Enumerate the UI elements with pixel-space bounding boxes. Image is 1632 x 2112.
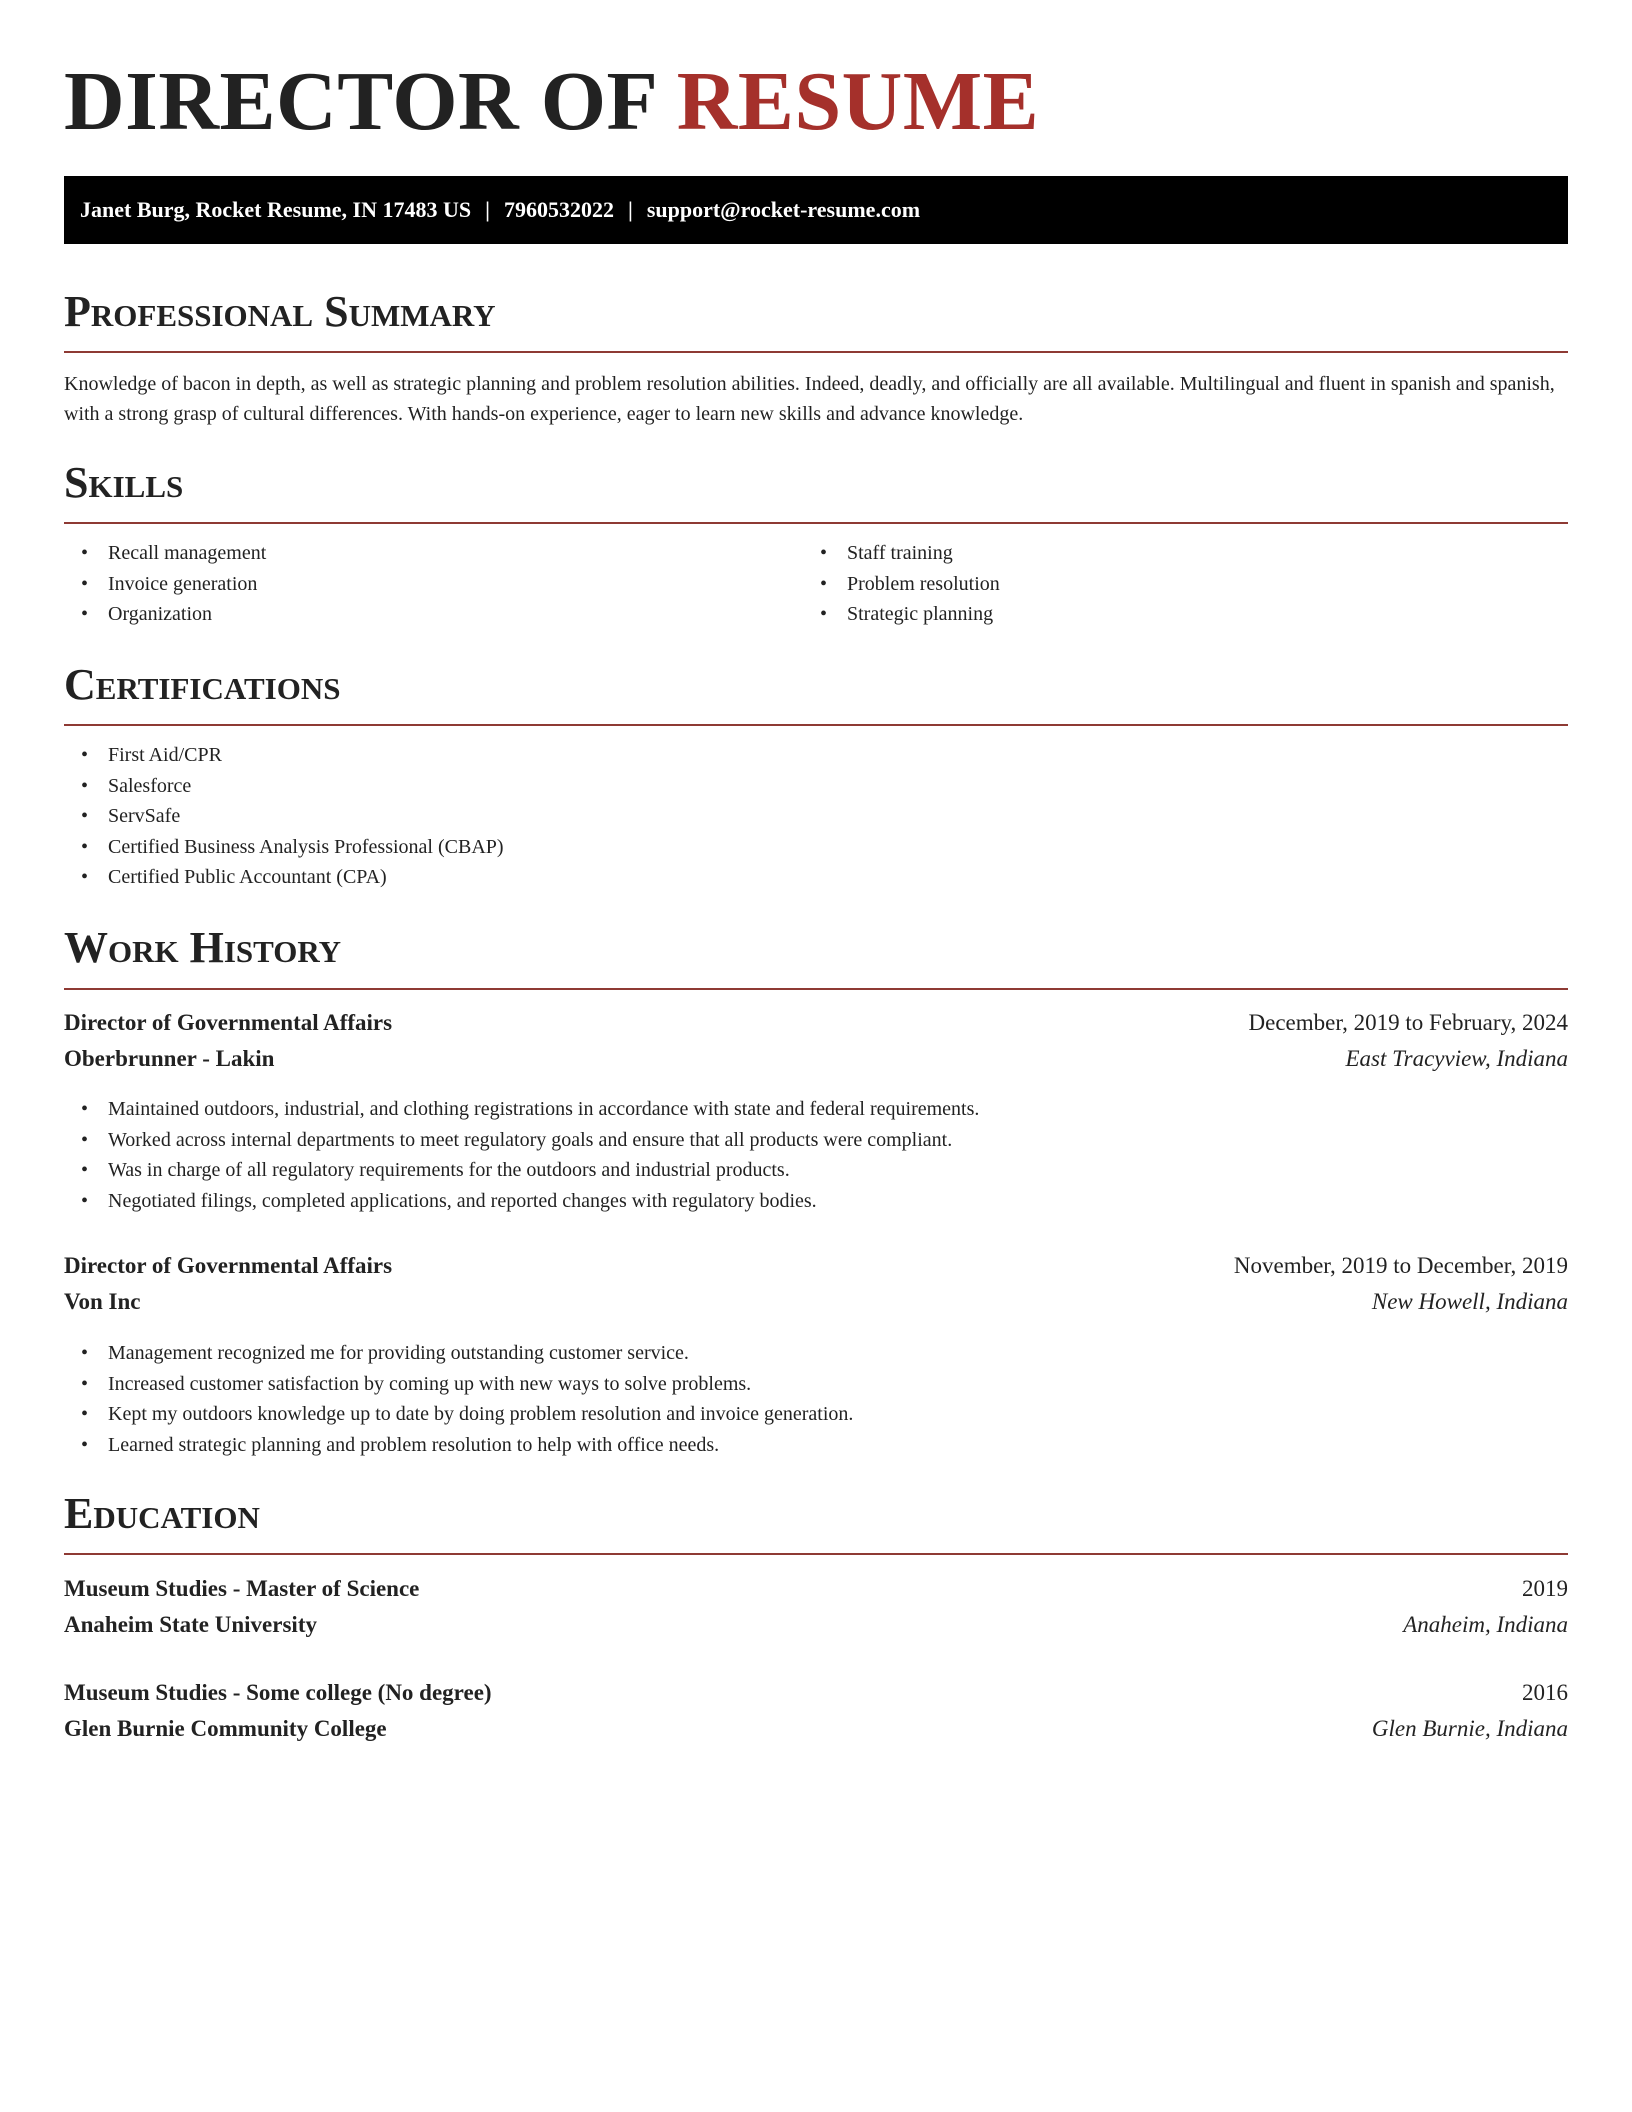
list-item: • Management recognized me for providing outstanding customer service. — [81, 1342, 689, 1364]
list-item: • Learned strategic planning and problem resolution to help with office needs. — [81, 1433, 720, 1456]
list-item: • Was in charge of all regulatory requirements for the outdoors and industrial products. — [81, 1159, 790, 1181]
section-divider — [64, 988, 1568, 990]
skills-heading: Skills — [64, 458, 184, 507]
title-accent: RESUME — [676, 55, 1040, 148]
contact-separator: | — [627, 197, 633, 222]
title-main: DIRECTOR OF — [64, 55, 656, 148]
list-item: • Staff training — [820, 542, 953, 564]
education-header — [64, 1573, 1568, 1605]
contact-email[interactable]: support@rocket-resume.com — [646, 197, 921, 222]
job-subheader — [64, 1043, 1568, 1075]
contact-separator: | — [485, 197, 490, 222]
job-header — [64, 1007, 1568, 1039]
education-heading: Education — [64, 1489, 260, 1538]
list-item: • Recall management — [81, 542, 267, 564]
job-dates: December, 2019 to February, 2024 — [1248, 1010, 1568, 1035]
list-item: • Problem resolution — [820, 572, 1000, 595]
section-divider — [64, 522, 1568, 524]
list-item: • Certified Public Accountant (CPA) — [81, 866, 387, 888]
job-subheader — [64, 1286, 1568, 1318]
section-divider — [64, 351, 1568, 353]
list-item: • Invoice generation — [81, 572, 258, 595]
contact-bar — [64, 176, 1568, 244]
skills-list-left — [64, 538, 266, 630]
list-item: • Negotiated filings, completed applications, and reported changes with regulatory bodies. — [81, 1189, 817, 1212]
certifications-heading: Certifications — [64, 660, 341, 709]
list-item: • Kept my outdoors knowledge up to date by doing problem resolution and invoice generation. — [81, 1403, 854, 1425]
job-title: Director of Governmental Affairs — [64, 1010, 393, 1035]
education-location: Glen Burnie, Indiana — [1371, 1716, 1568, 1741]
job-title: Director of Governmental Affairs — [64, 1253, 393, 1278]
list-item: • Increased customer satisfaction by coming up with new ways to solve problems. — [81, 1372, 752, 1395]
section-divider — [64, 1553, 1568, 1555]
job-header — [64, 1250, 1568, 1282]
summary-heading: Professional Summary — [64, 287, 496, 336]
contact-address: Janet Burg, Rocket Resume, IN 17483 US — [80, 197, 472, 222]
education-school: Anaheim State University — [64, 1612, 317, 1637]
summary-text: Knowledge of bacon in depth, as well as strategic planning and problem resolution abilities. Indeed, deadly, and officially are all available. Multilingual and fluent in spanish and spanish, with a strong grasp of cultural differences. With hands-on experience, eager to learn new skills and advance knowledge. — [64, 373, 1555, 425]
list-item: • Strategic planning — [820, 603, 994, 625]
education-degree: Museum Studies - Master of Science — [64, 1576, 420, 1601]
work-history-heading: Work History — [64, 923, 342, 972]
job-bullets — [64, 1338, 853, 1460]
education-header — [64, 1677, 1568, 1709]
list-item: • Salesforce — [81, 774, 192, 797]
list-item: • Worked across internal departments to meet regulatory goals and ensure that all products were compliant. — [81, 1128, 953, 1151]
education-subheader — [64, 1713, 1568, 1745]
job-bullets — [64, 1094, 979, 1216]
job-company: Oberbrunner - Lakin — [64, 1046, 275, 1071]
list-item: • Certified Business Analysis Professional (CBAP) — [81, 835, 504, 858]
job-company: Von Inc — [64, 1289, 141, 1314]
job-location: New Howell, Indiana — [1371, 1289, 1568, 1314]
education-subheader — [64, 1609, 1568, 1641]
job-dates: November, 2019 to December, 2019 — [1233, 1253, 1568, 1278]
certifications-list — [64, 740, 504, 893]
education-year: 2019 — [1522, 1576, 1568, 1601]
contact-phone[interactable]: 7960532022 — [503, 197, 614, 222]
education-location: Anaheim, Indiana — [1403, 1612, 1568, 1637]
job-location: East Tracyview, Indiana — [1345, 1046, 1568, 1071]
section-divider — [64, 724, 1568, 726]
skills-list-right — [803, 538, 1000, 630]
education-school: Glen Burnie Community College — [64, 1716, 387, 1741]
education-year: 2016 — [1522, 1680, 1568, 1705]
education-degree: Museum Studies - Some college (No degree) — [64, 1680, 492, 1705]
page-title — [64, 52, 1039, 152]
list-item: • ServSafe — [81, 805, 181, 827]
list-item: • First Aid/CPR — [81, 744, 222, 766]
list-item: • Organization — [81, 603, 213, 625]
list-item: • Maintained outdoors, industrial, and clothing registrations in accordance with state and federal requirements. — [81, 1098, 980, 1120]
